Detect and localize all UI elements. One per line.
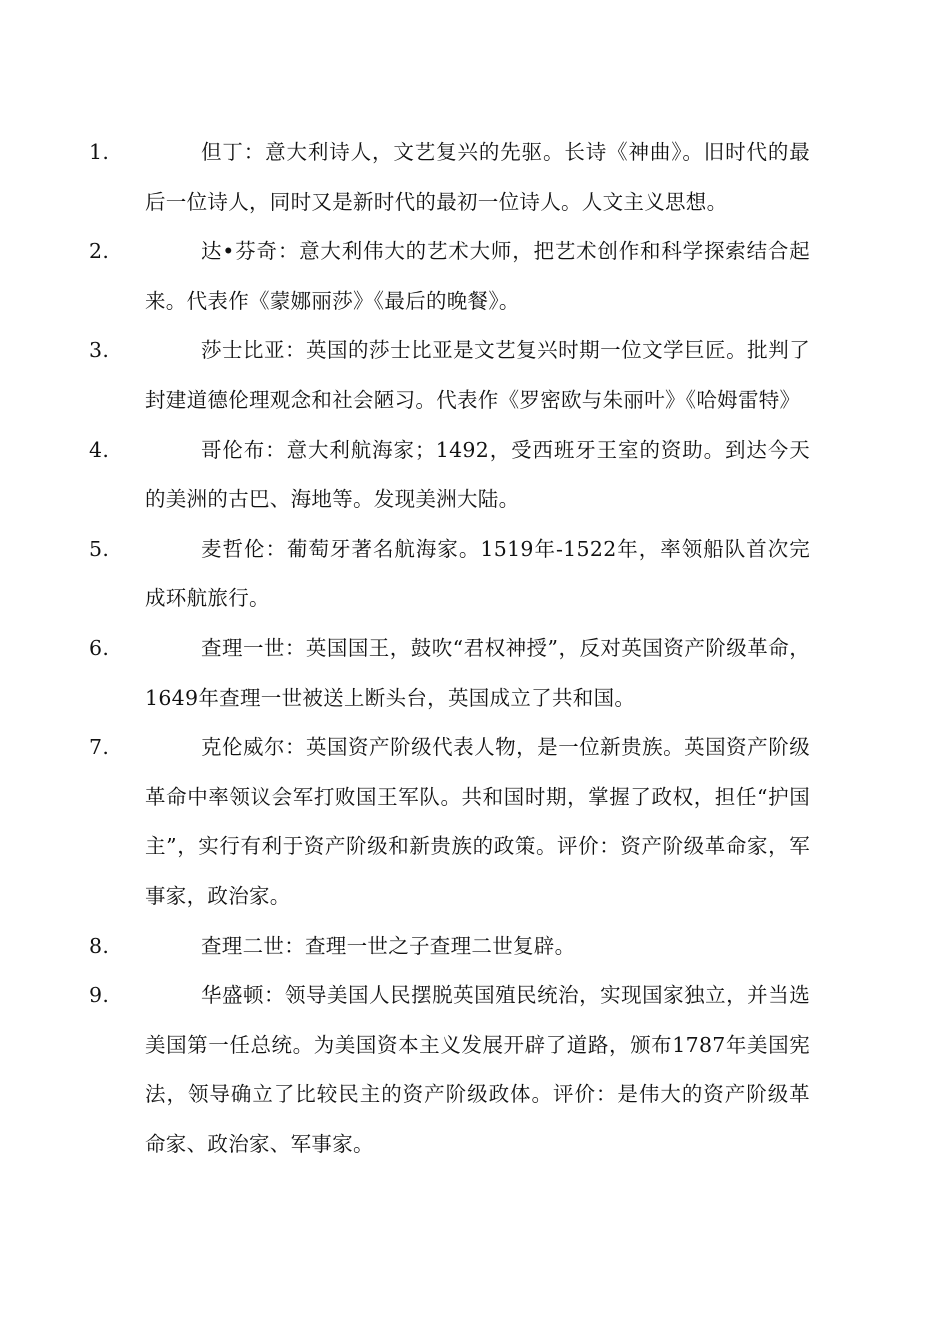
list-item-9 bbox=[89, 971, 810, 1169]
list-item-4 bbox=[89, 426, 810, 525]
item-text: 查理二世：查理一世之子查理二世复辟。 bbox=[201, 933, 576, 958]
item-number: 3. bbox=[89, 338, 110, 363]
item-text: 麦哲伦：葡萄牙著名航海家。1519年-1522年，率领船队首次完成环航旅行。 bbox=[145, 536, 810, 611]
list-item-6 bbox=[89, 624, 810, 723]
item-number: 2. bbox=[89, 239, 110, 264]
document-body bbox=[89, 128, 810, 1169]
item-number: 9. bbox=[89, 983, 110, 1008]
list-item-2 bbox=[89, 227, 810, 326]
list-item-3 bbox=[89, 326, 810, 425]
item-text: 查理一世：英国国王，鼓吹“君权神授”，反对英国资产阶级革命，1649年查理一世被送上断头台，英国成立了共和国。 bbox=[145, 635, 810, 710]
item-number: 4. bbox=[89, 437, 110, 462]
item-text: 哥伦布：意大利航海家；1492，受西班牙王室的资助。到达今天的美洲的古巴、海地等。发现美洲大陆。 bbox=[145, 437, 810, 512]
item-text: 达•芬奇：意大利伟大的艺术大师，把艺术创作和科学探索结合起来。代表作《蒙娜丽莎》《最后的晚餐》。 bbox=[145, 239, 810, 313]
item-number: 5. bbox=[89, 536, 110, 561]
list-item-1 bbox=[89, 128, 810, 227]
item-text: 华盛顿：领导美国人民摆脱英国殖民统治，实现国家独立，并当选美国第一任总统。为美国资本主义发展开辟了道路，颁布1787年美国宪法，领导确立了比较民主的资产阶级政体。评价：是伟大的资产阶级革命家、政治家、军事家。 bbox=[145, 983, 810, 1156]
item-text: 但丁：意大利诗人，文艺复兴的先驱。长诗《神曲》。旧时代的最后一位诗人，同时又是新时代的最初一位诗人。人文主义思想。 bbox=[145, 140, 810, 214]
list-item-5 bbox=[89, 525, 810, 624]
item-text: 克伦威尔：英国资产阶级代表人物，是一位新贵族。英国资产阶级革命中率领议会军打败国王军队。共和国时期，掌握了政权，担任“护国主”，实行有利于资产阶级和新贵族的政策。评价：资产阶级革命家，军事家，政治家。 bbox=[145, 735, 810, 908]
list-item-8 bbox=[89, 922, 810, 972]
item-text: 莎士比亚：英国的莎士比亚是文艺复兴时期一位文学巨匠。批判了封建道德伦理观念和社会陋习。代表作《罗密欧与朱丽叶》《哈姆雷特》 bbox=[145, 338, 810, 412]
list-item-7 bbox=[89, 723, 810, 921]
item-number: 1. bbox=[89, 140, 110, 164]
item-number: 8. bbox=[89, 933, 110, 958]
item-number: 7. bbox=[89, 735, 110, 760]
item-number: 6. bbox=[89, 635, 110, 660]
